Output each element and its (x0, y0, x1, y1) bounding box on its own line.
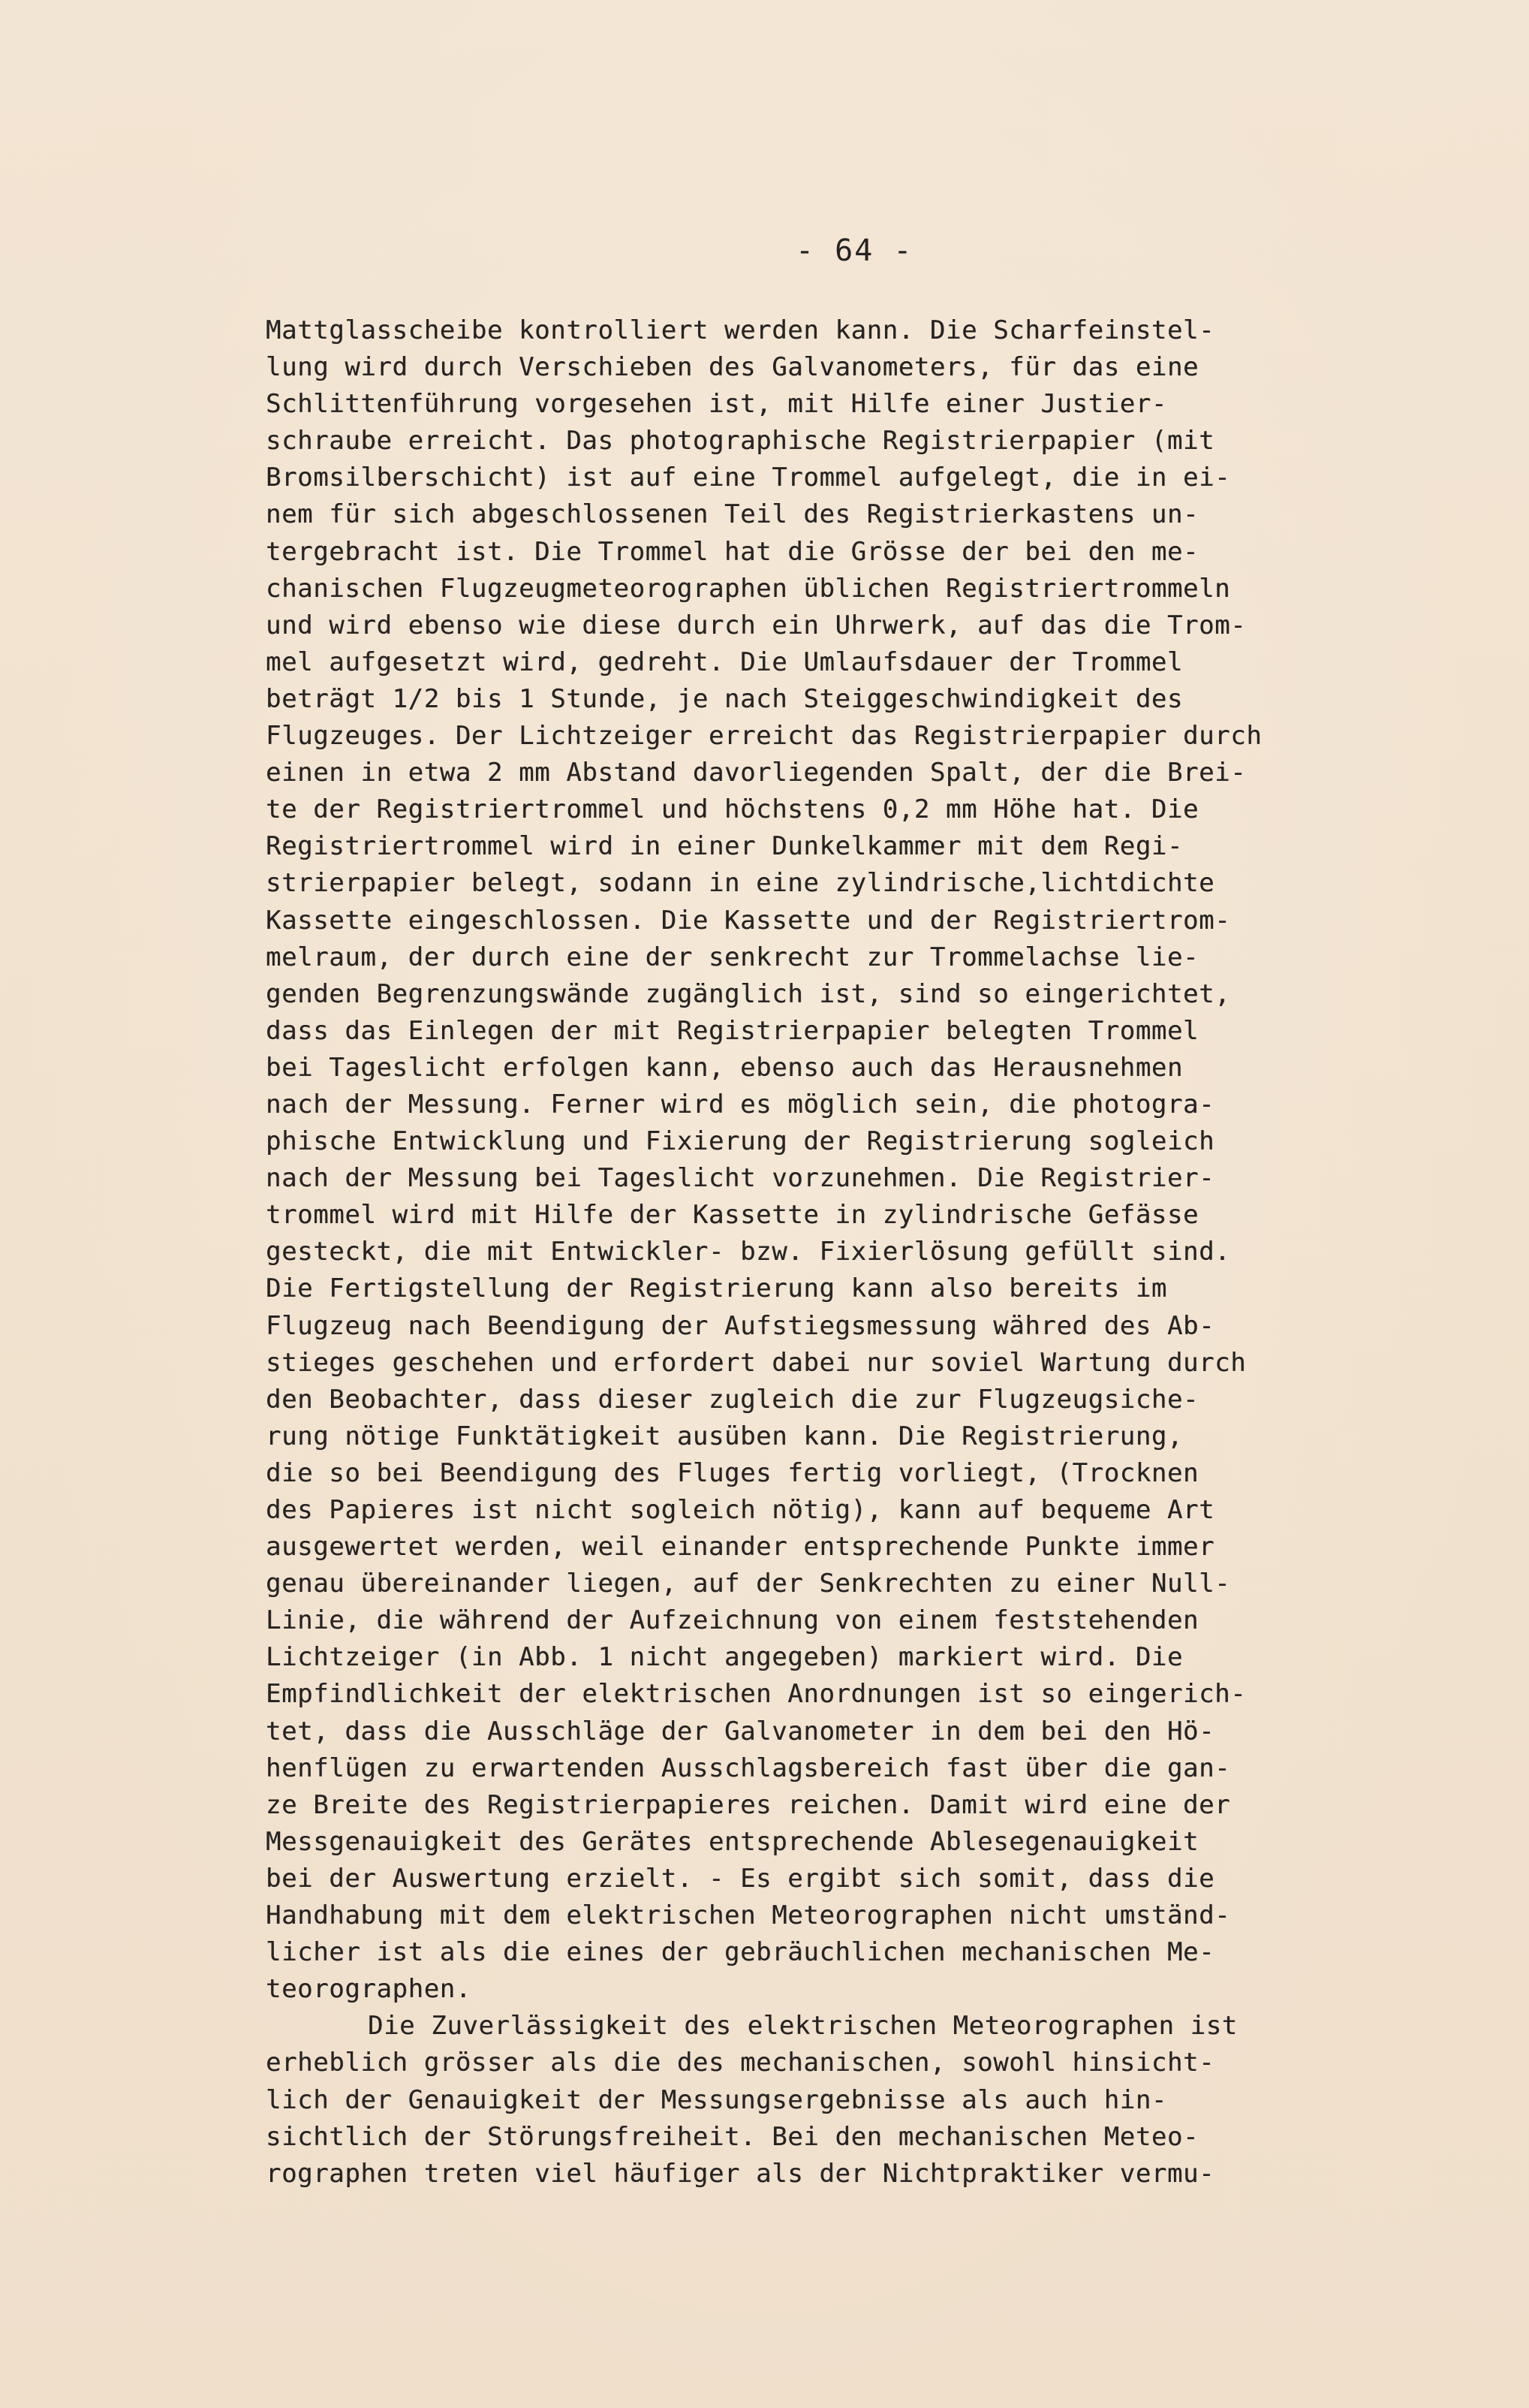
text-line: einen in etwa 2 mm Abstand davorliegenden Spalt, der die Brei- (266, 758, 1247, 788)
text-line: Kassette eingeschlossen. Die Kassette und der Registriertrom- (266, 905, 1231, 936)
text-line: Flugzeuges. Der Lichtzeiger erreicht das Registrierpapier durch (266, 721, 1263, 752)
text-line: ze Breite des Registrierpapieres reichen. Damit wird eine der (266, 1789, 1231, 1820)
text-line: schraube erreicht. Das photographische Registrierpapier (mit (266, 426, 1215, 457)
text-line: rung nötige Funktätigkeit ausüben kann. Die Registrierung, (266, 1421, 1184, 1451)
text-line: mel aufgesetzt wird, gedreht. Die Umlaufsdauer der Trommel (266, 646, 1184, 677)
text-line: erheblich grösser als die des mechanischen, sowohl hinsicht- (266, 2048, 1215, 2078)
text-line: Mattglasscheibe kontrolliert werden kann. Die Scharfeinstel- (266, 315, 1215, 345)
text-line: Empfindlichkeit der elektrischen Anordnungen ist so eingerich- (266, 1679, 1247, 1710)
paragraph-2 (266, 2008, 1377, 2192)
text-line: licher ist als die eines der gebräuchlichen mechanischen Me- (266, 1937, 1215, 1968)
text-line: Lichtzeiger (in Abb. 1 nicht angegeben) markiert wird. Die (266, 1642, 1184, 1673)
text-line: beträgt 1/2 bis 1 Stunde, je nach Steiggeschwindigkeit des (266, 683, 1184, 714)
text-line: phische Entwicklung und Fixierung der Registrierung sogleich (266, 1126, 1215, 1157)
text-line: te der Registriertrommel und höchstens 0,2 mm Höhe hat. Die (266, 794, 1199, 825)
text-line: nach der Messung. Ferner wird es möglich sein, die photogra- (266, 1089, 1215, 1120)
text-line: teorographen. (266, 1974, 471, 2005)
text-line: genden Begrenzungswände zugänglich ist, sind so eingerichtet, (266, 978, 1231, 1009)
text-line: stieges geschehen und erfordert dabei nur soviel Wartung durch (266, 1347, 1247, 1378)
text-line: rographen treten viel häufiger als der Nichtpraktiker vermu- (266, 2158, 1215, 2189)
text-line: Flugzeug nach Beendigung der Aufstiegsmessung währed des Ab- (266, 1310, 1215, 1341)
text-line: chanischen Flugzeugmeteorographen üblichen Registriertrommeln (266, 573, 1231, 604)
text-line: nem für sich abgeschlossenen Teil des Registrierkastens un- (266, 499, 1199, 530)
text-line: tergebracht ist. Die Trommel hat die Grösse der bei den me- (266, 536, 1199, 567)
text-line: trommel wird mit Hilfe der Kassette in zylindrische Gefässe (266, 1200, 1199, 1231)
text-line: dass das Einlegen der mit Registrierpapier belegten Trommel (266, 1015, 1199, 1046)
text-line: Handhabung mit dem elektrischen Meteorographen nicht umständ- (266, 1900, 1231, 1931)
text-line: lung wird durch Verschieben des Galvanometers, für das eine (266, 352, 1199, 383)
text-line: Linie, die während der Aufzeichnung von einem feststehenden (266, 1605, 1199, 1636)
paragraph-1 (266, 312, 1377, 2008)
text-line: strierpapier belegt, sodann in eine zylindrische,lichtdichte (266, 868, 1215, 899)
text-line: nach der Messung bei Tageslicht vorzunehmen. Die Registrier- (266, 1163, 1215, 1194)
text-line: lich der Genauigkeit der Messungsergebnisse als auch hin- (266, 2084, 1167, 2115)
text-line: Bromsilberschicht) ist auf eine Trommel aufgelegt, die in ei- (266, 463, 1231, 493)
text-line: bei der Auswertung erzielt. - Es ergibt sich somit, dass die (266, 1863, 1215, 1894)
text-line: und wird ebenso wie diese durch ein Uhrwerk, auf das die Trom- (266, 610, 1247, 640)
text-line: sichtlich der Störungsfreiheit. Bei den mechanischen Meteo- (266, 2121, 1199, 2152)
text-line: des Papieres ist nicht sogleich nötig), kann auf bequeme Art (266, 1495, 1215, 1525)
text-line: ausgewertet werden, weil einander entsprechende Punkte immer (266, 1532, 1215, 1563)
text-line: die so bei Beendigung des Fluges fertig vorliegt, (Trocknen (266, 1457, 1199, 1488)
text-line: henflügen zu erwartenden Ausschlagsbereich fast über die gan- (266, 1753, 1231, 1783)
text-line: Die Fertigstellung der Registrierung kann also bereits im (266, 1273, 1167, 1304)
body-text (266, 312, 1377, 2193)
text-line: Die Zuverlässigkeit des elektrischen Meteorographen ist (368, 2011, 1238, 2042)
text-line: genau übereinander liegen, auf der Senkrechten zu einer Null- (266, 1569, 1231, 1599)
text-line: tet, dass die Ausschläge der Galvanometer in dem bei den Hö- (266, 1716, 1215, 1746)
text-line: bei Tageslicht erfolgen kann, ebenso auch das Herausnehmen (266, 1052, 1184, 1083)
text-line: gesteckt, die mit Entwickler- bzw. Fixierlösung gefüllt sind. (266, 1237, 1231, 1267)
page-number: - 64 - (796, 234, 913, 268)
text-line: Messgenauigkeit des Gerätes entsprechende Ablesegenauigkeit (266, 1826, 1199, 1857)
text-line: melraum, der durch eine der senkrecht zur Trommelachse lie- (266, 942, 1199, 972)
text-line: Registriertrommel wird in einer Dunkelkammer mit dem Regi- (266, 831, 1184, 862)
text-line: Schlittenführung vorgesehen ist, mit Hilfe einer Justier- (266, 389, 1167, 420)
text-line: den Beobachter, dass dieser zugleich die zur Flugzeugsiche- (266, 1384, 1199, 1415)
